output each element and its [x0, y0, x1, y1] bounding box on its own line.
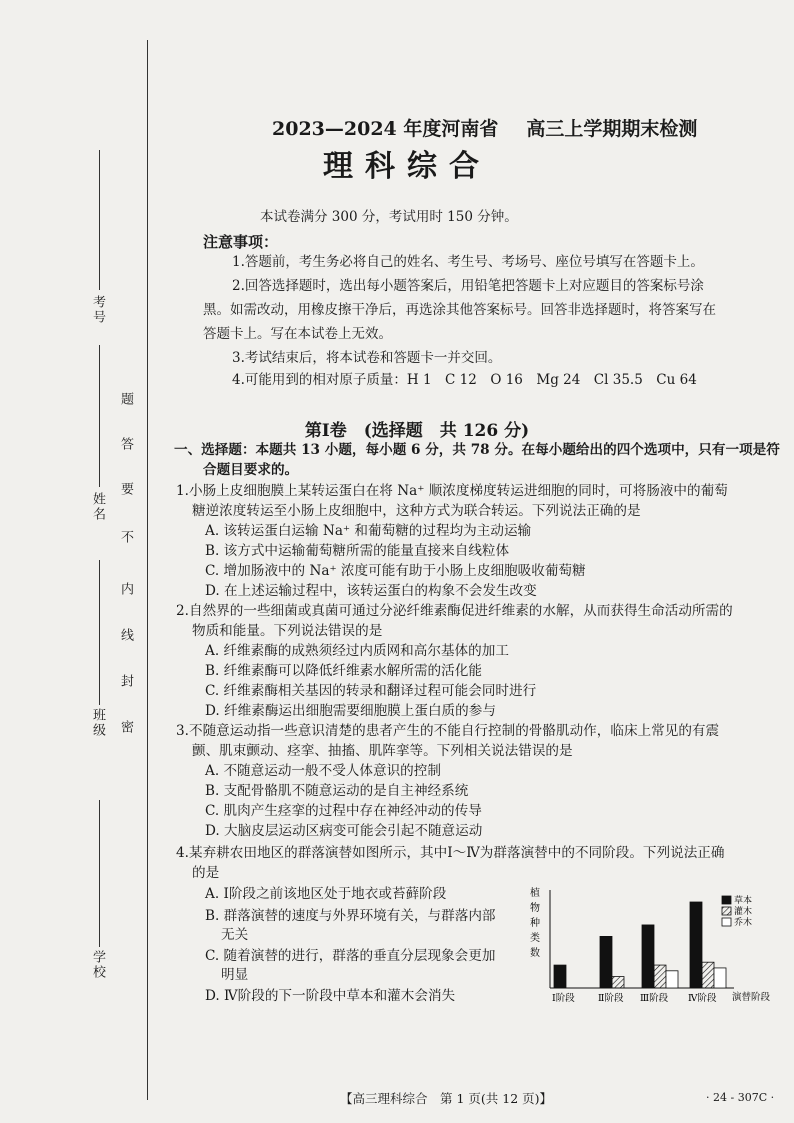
seal-char: 封	[118, 674, 133, 687]
option-a[interactable]: A. 不随意运动一般不受人体意识的控制	[205, 763, 441, 779]
bar-草本	[600, 936, 612, 988]
notice-item: 2.回答选择题时，选出每小题答案后，用铅笔把答题卡上对应题目的答案标号涂	[232, 278, 704, 294]
bar-灌木	[612, 977, 624, 988]
question-stem: 2.自然界的一些细菌或真菌可通过分泌纤维素酶促进纤维素的水解，从而获得生命活动所需的	[176, 603, 733, 619]
legend-label: 草本	[734, 896, 753, 906]
legend-swatch	[722, 896, 731, 904]
notice-item: 4.可能用到的相对原子质量：H 1 C 12 O 16 Mg 24 Cl 35.5 Cu 64	[232, 372, 697, 388]
question-stem: 颤、肌束颤动、痉挛、抽搐、肌阵挛等。下列相关说法错误的是	[192, 743, 573, 759]
x-tick-label: Ⅱ阶段	[598, 993, 624, 1004]
y-label-char: 类	[530, 933, 540, 944]
y-label-char: 数	[530, 948, 540, 959]
question-stem: 1.小肠上皮细胞膜上某转运蛋白在将 Na⁺ 顺浓度梯度转运进细胞的同时，可将肠液中的葡萄	[176, 483, 728, 499]
seal-char: 不	[118, 530, 133, 543]
banji-blank[interactable]	[99, 560, 100, 705]
y-label-char: 植	[530, 888, 540, 899]
bar-草本	[642, 925, 654, 988]
bar-草本	[690, 902, 702, 988]
option-b[interactable]: B. 该方式中运输葡萄糖所需的能量直接来自线粒体	[205, 543, 510, 559]
question-stem: 糖逆浓度转运至小肠上皮细胞中，这种方式为联合转运。下列说法正确的是	[192, 503, 641, 519]
option-c[interactable]: C. 肌肉产生痉挛的过程中存在神经冲动的传导	[205, 803, 482, 819]
y-label-char: 物	[530, 903, 540, 914]
notice-item: 黑。如需改动，用橡皮擦干净后，再选涂其他答案标号。回答非选择题时，将答案写在	[203, 302, 716, 318]
exam-intro: 本试卷满分 300 分，考试用时 150 分钟。	[260, 209, 518, 225]
option-a[interactable]: A. Ⅰ阶段之前该地区处于地衣或苔藓阶段	[205, 886, 447, 902]
bar-乔木	[714, 968, 726, 988]
question-stem: 的是	[192, 865, 220, 881]
legend-swatch	[722, 907, 731, 915]
paper-code: · 24 - 307C ·	[706, 1091, 775, 1104]
y-label-char: 种	[530, 918, 540, 929]
option-d[interactable]: D. Ⅳ阶段的下一阶段中草本和灌木会消失	[205, 988, 456, 1004]
page-footer: 【高三理科综合 第 1 页(共 12 页)】	[340, 1091, 553, 1106]
option-c[interactable]: C. 增加肠液中的 Na⁺ 浓度可能有助于小肠上皮细胞吸收葡萄糖	[205, 563, 586, 579]
seal-char: 内	[118, 582, 133, 595]
seal-char: 要	[118, 482, 133, 495]
exam-title	[272, 114, 697, 141]
option-b-cont[interactable]: 无关	[221, 927, 249, 943]
section-instruction: 合题目要求的。	[203, 462, 299, 478]
x-tick-label: Ⅲ阶段	[640, 993, 669, 1004]
seal-char: 线	[118, 628, 133, 641]
option-c[interactable]: C. 纤维素酶相关基因的转录和翻译过程可能会同时进行	[205, 683, 537, 699]
option-d[interactable]: D. 纤维素酶运出细胞需要细胞膜上蛋白质的参与	[205, 703, 496, 719]
legend-label: 灌木	[734, 907, 753, 917]
seal-char: 答	[118, 437, 133, 450]
option-c-cont[interactable]: 明显	[221, 967, 249, 983]
seal-char: 密	[118, 720, 133, 733]
option-a[interactable]: A. 该转运蛋白运输 Na⁺ 和葡萄糖的过程均为主动运输	[205, 523, 532, 539]
question-stem: 3.不随意运动指一些意识清楚的患者产生的不能自行控制的骨骼肌动作，临床上常见的有震	[176, 723, 720, 739]
notice-item: 3.考试结束后，将本试卷和答题卡一并交回。	[232, 350, 502, 366]
notice-item: 1.答题前，考生务必将自己的姓名、考生号、考场号、座位号填写在答题卡上。	[232, 254, 704, 270]
chart-ylabel	[530, 886, 540, 959]
option-b[interactable]: B. 纤维素酶可以降低纤维素水解所需的活化能	[205, 663, 482, 679]
question-stem: 4.某弃耕农田地区的群落演替如图所示，其中Ⅰ～Ⅳ为群落演替中的不同阶段。下列说法正确	[176, 845, 725, 861]
kaohao-label: 考号	[90, 295, 105, 325]
xuexiao-label: 学校	[90, 950, 105, 980]
chart-xlabel: 演替阶段	[732, 992, 771, 1003]
subject-title: 理科综合	[323, 149, 491, 184]
option-a[interactable]: A. 纤维素酶的成熟须经过内质网和高尔基体的加工	[205, 643, 509, 659]
option-d[interactable]: D. 大脑皮层运动区病变可能会引起不随意运动	[205, 823, 483, 839]
xuexiao-blank[interactable]	[99, 800, 100, 947]
option-c[interactable]: C. 随着演替的进行，群落的垂直分层现象会更加	[205, 948, 496, 964]
binding-line	[147, 40, 148, 1100]
notice-item: 答题卡上。写在本试卷上无效。	[203, 326, 392, 342]
exam-title-right: 高三上学期期末检测	[526, 118, 698, 140]
x-tick-label: Ⅰ阶段	[552, 993, 575, 1004]
option-d[interactable]: D. 在上述运输过程中，该转运蛋白的构象不会发生改变	[205, 583, 537, 599]
bar-灌木	[702, 962, 714, 988]
exam-title-left: 2023—2024 年度河南省	[272, 118, 499, 140]
bar-灌木	[654, 965, 666, 988]
legend-swatch	[722, 918, 731, 926]
question-stem: 物质和能量。下列说法错误的是	[192, 623, 383, 639]
option-b[interactable]: B. 支配骨骼肌不随意运动的是自主神经系统	[205, 783, 469, 799]
succession-chart	[522, 882, 774, 1008]
notice-heading: 注意事项：	[203, 233, 279, 251]
bar-草本	[554, 965, 566, 988]
banji-label: 班级	[90, 708, 105, 738]
x-tick-label: Ⅳ阶段	[688, 993, 717, 1004]
seal-char: 题	[118, 392, 133, 405]
option-b[interactable]: B. 群落演替的速度与外界环境有关，与群落内部	[205, 908, 496, 924]
xingming-label: 姓名	[90, 492, 105, 522]
bar-乔木	[666, 971, 678, 988]
section-title: 第Ⅰ卷 (选择题 共 126 分)	[304, 421, 530, 441]
section-instruction: 一、选择题：本题共 13 小题，每小题 6 分，共 78 分。在每小题给出的四个选项中，只有一项是符	[174, 442, 780, 458]
legend-label: 乔木	[734, 918, 753, 928]
